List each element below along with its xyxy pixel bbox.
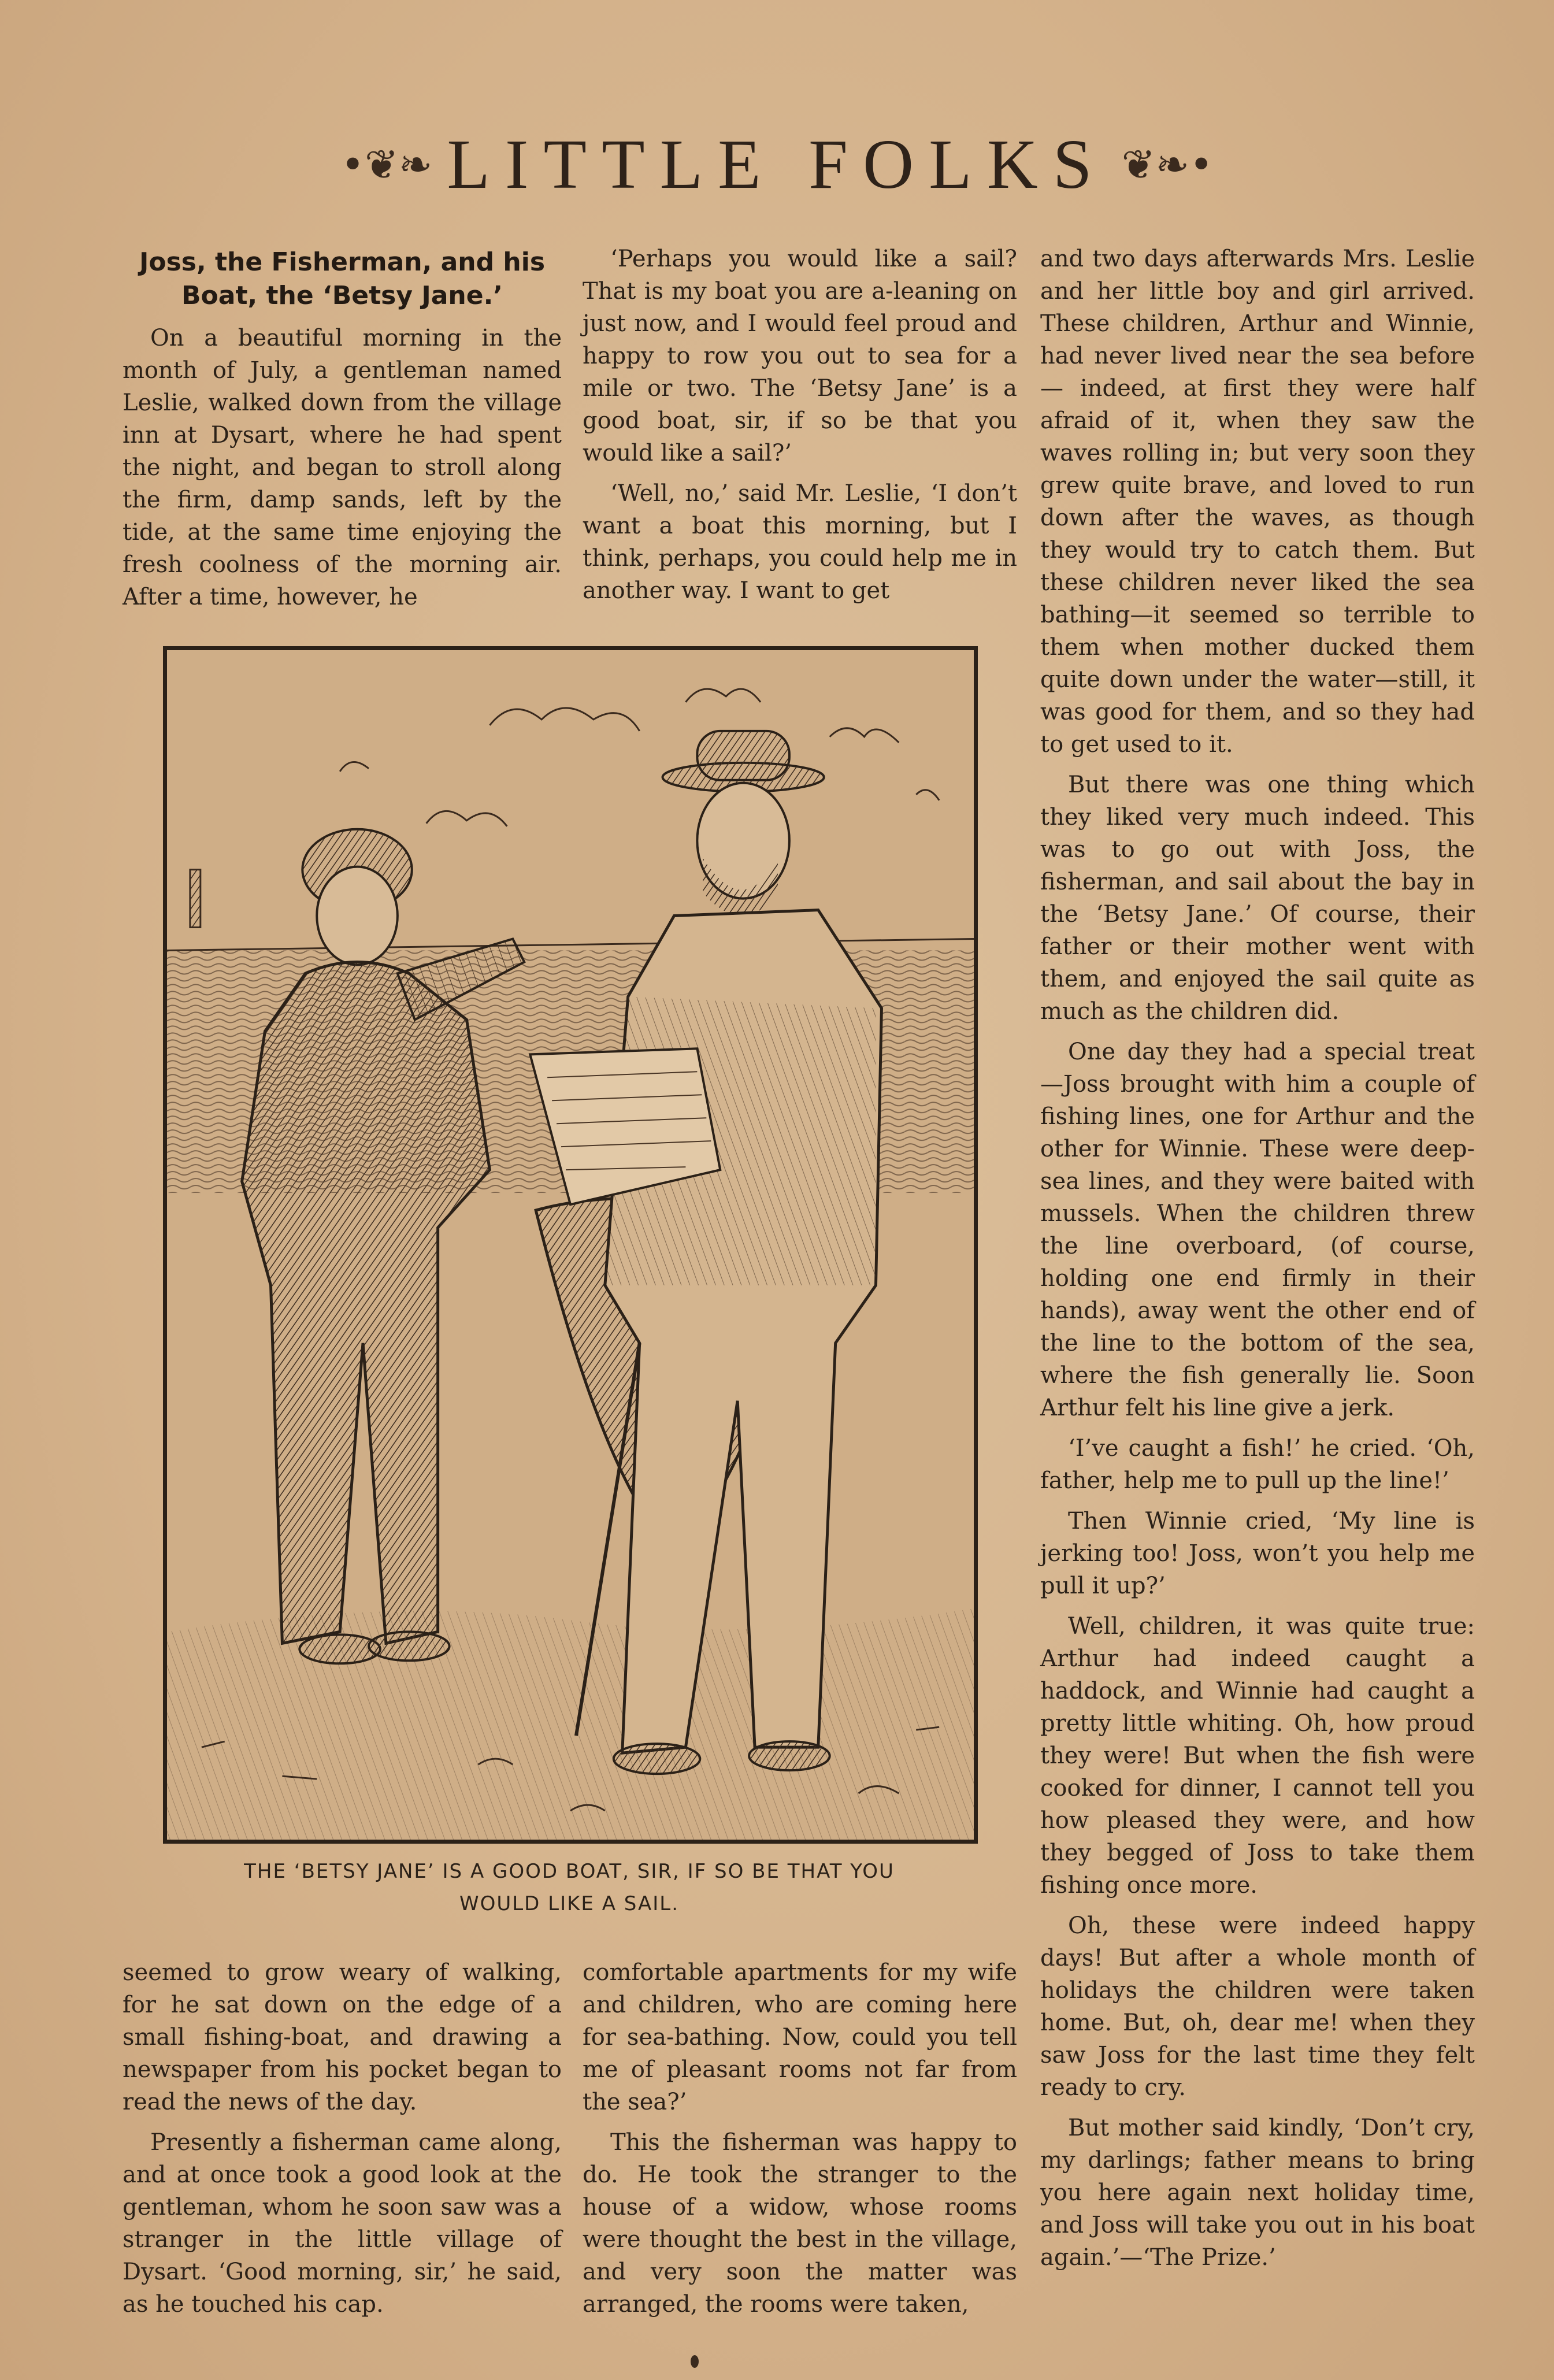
paragraph: ‘Well, no,’ said Mr. Leslie, ‘I don’t want a boat this morning, but I think, perhaps, you could help me in another way. I want to get: [583, 480, 1017, 604]
paragraph: This the fisherman was happy to do. He took the stranger to the house of a widow, whose rooms were thought the best in the village, and very soon the matter was arranged, the rooms were taken,: [583, 2129, 1017, 2318]
ornament-right-icon: ❦❧•: [1121, 141, 1214, 188]
paragraph: But there was one thing which they liked very much indeed. This was to go out with Joss, the fisherman, and sail about the bay in the ‘Betsy Jane.’ Of course, their father or their mother went with them, and enjoyed the sail quite as much as the children did.: [1040, 772, 1475, 1025]
paragraph: ‘I’ve caught a fish!’ he cried. ‘Oh, father, help me to pull up the line!’: [1040, 1435, 1475, 1494]
column-3: [1040, 243, 1475, 2282]
masthead: [0, 124, 1554, 205]
gentleman-figure: [605, 731, 882, 1774]
lighthouse-icon: [190, 870, 201, 928]
paragraph: comfortable apartments for my wife and children, who are coming here for sea-bathing. Now, could you tell me of pleasant rooms not far from the sea?’: [583, 1959, 1017, 2115]
article-headline: [123, 246, 562, 313]
paragraph: ‘Perhaps you would like a sail? That is my boat you are a-leaning on just now, and I would feel proud and happy to row you out to sea for a mile or two. The ‘Betsy Jane’ is a good boat, sir, if so be that you would like a sail?’: [583, 246, 1017, 466]
paragraph: One day they had a special treat —Joss brought with him a couple of fishing lines, one for Arthur and the other for Winnie. These were deep-sea lines, and they were baited with mussels. When the children threw the line overboard, (of course, holding one end firmly in their hands), away went the other end of the line to the bottom of the sea, where the fish generally lie. Soon Arthur felt his line give a jerk.: [1040, 1039, 1475, 1421]
engraving-illustration: [163, 646, 978, 1844]
headline-line-2: Boat, the ‘Betsy Jane.’: [181, 281, 503, 310]
paragraph: Well, children, it was quite true: Arthur had indeed caught a haddock, and Winnie had caught a pretty little whiting. Oh, how proud they were! But when the fish were cooked for dinner, I cannot tell you how pleased they were, and how they begged of Joss to take them fishing once more.: [1040, 1613, 1475, 1899]
caption-line-1: THE ‘BETSY JANE’ IS A GOOD BOAT, SIR, IF SO BE THAT YOU: [244, 1860, 895, 1883]
paragraph: Presently a fisherman came along, and at once took a good look at the gentleman, whom he soon saw was a stranger in the little village of Dysart. ‘Good morning, sir,’ he said, as he touched his cap.: [123, 2129, 562, 2318]
fisherman-and-gentleman-engraving: [167, 650, 974, 1840]
paragraph: and two days afterwards Mrs. Leslie and her little boy and girl arrived. These children, Arthur and Winnie, had never lived near the sea before — indeed, at first they were half afraid of it, when they saw the waves rolling in; but very soon they grew quite brave, and loved to run down after the waves, as though they would try to catch them. But these children never liked the sea bathing—it seemed so terrible to them when mother ducked them quite down under the water—still, it was good for them, and so they had to get used to it.: [1040, 246, 1475, 758]
column-1-bottom: [123, 1956, 562, 2329]
clouds: [340, 689, 939, 826]
column-2-bottom: [583, 1956, 1017, 2329]
paragraph: On a beautiful morning in the month of July, a gentleman named Leslie, walked down from the village inn at Dysart, where he had spent the night, and began to stroll along the firm, damp sands, left by the tide, at the same time enjoying the fresh coolness of the morning air. After a time, however, he: [123, 325, 562, 610]
column-1-top: [123, 246, 562, 621]
column-2-top: [583, 243, 1017, 615]
headline-line-1: Joss, the Fisherman, and his: [139, 247, 546, 277]
paragraph: Then Winnie cried, ‘My line is jerking too! Joss, won’t you help me pull it up?’: [1040, 1508, 1475, 1599]
illustration-caption: [144, 1855, 994, 1920]
paragraph: But mother said kindly, ‘Don’t cry, my darlings; father means to bring you here again next holiday time, and Joss will take you out in his boat again.’—‘The Prize.’: [1040, 2115, 1475, 2271]
paragraph: Oh, these were indeed happy days! But after a whole month of holidays the children were taken home. But, oh, dear me! when they saw Joss for the last time they felt ready to cry.: [1040, 1912, 1475, 2101]
masthead-title: LITTLE FOLKS: [447, 125, 1107, 203]
paragraph: seemed to grow weary of walking, for he sat down on the edge of a small fishing-boat, and drawing a newspaper from his pocket began to read the news of the day.: [123, 1959, 562, 2115]
caption-line-2: WOULD LIKE A SAIL.: [459, 1892, 680, 1915]
ornament-left-icon: •❦❧: [340, 141, 433, 188]
page-mark: [691, 2355, 699, 2368]
